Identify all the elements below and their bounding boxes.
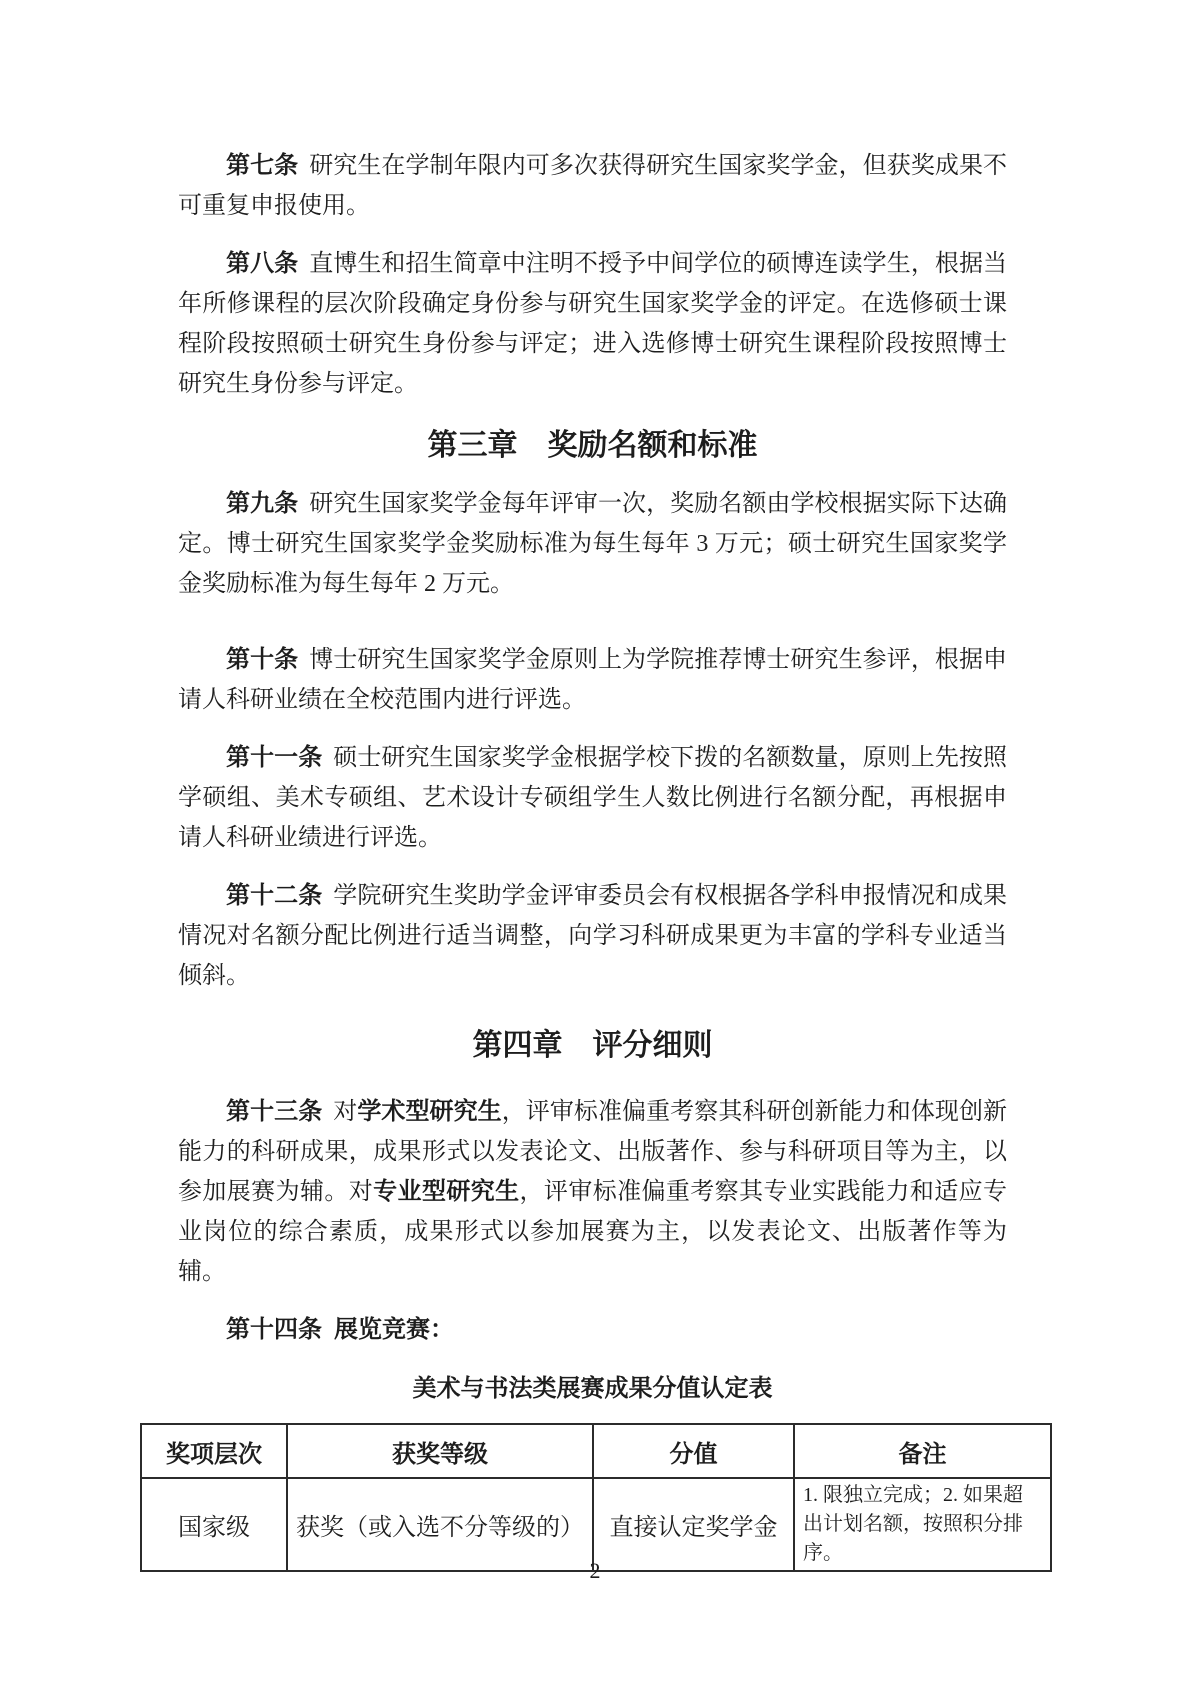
article-13-bold-academic: 学术型研究生 [357, 1099, 502, 1125]
article-11-text: 硕士研究生国家奖学金根据学校下拨的名额数量，原则上先按照学硕组、美术专硕组、艺术设计专硕组学生人数比例进行名额分配，再根据申请人科研业绩进行评选。 [178, 745, 1008, 851]
article-11-number: 第十一条 [226, 745, 323, 771]
article-8-text: 直博生和招生简章中注明不授予中间学位的硕博连读学生，根据当年所修课程的层次阶段确定身份参与研究生国家奖学金的评定。在选修硕士课程阶段按照硕士研究生身份参与评定；进入选修博士研究生课程阶段按照博士研究生身份参与评定。 [178, 251, 1008, 397]
article-10-number: 第十条 [226, 647, 299, 673]
article-7-number: 第七条 [226, 153, 299, 179]
article-9-number: 第九条 [226, 491, 299, 517]
article-12-text: 学院研究生奖助学金评审委员会有权根据各学科申报情况和成果情况对名额分配比例进行适当调整，向学习科研成果更为丰富的学科专业适当倾斜。 [178, 883, 1008, 989]
article-13-number: 第十三条 [226, 1099, 323, 1125]
score-table-title: 美术与书法类展赛成果分值认定表 [412, 1376, 773, 1402]
page-number: 2 [589, 1558, 601, 1583]
article-14 [178, 1310, 1007, 1350]
article-10-text: 博士研究生国家奖学金原则上为学院推荐博士研究生参评，根据申请人科研业绩在全校范围内进行评选。 [178, 647, 1008, 713]
cell-score-value: 直接认定奖学金 [593, 1478, 794, 1571]
chapter-4-heading: 第四章 评分细则 [472, 1029, 713, 1062]
article-7-text: 研究生在学制年限内可多次获得研究生国家奖学金，但获奖成果不可重复申报使用。 [178, 153, 1008, 219]
article-9 [178, 484, 1007, 604]
article-13 [178, 1092, 1007, 1292]
cell-remarks: 1. 限独立完成；2. 如果超出计划名额，按照积分排序。 [794, 1478, 1051, 1571]
article-13-text-3: ，评审标准偏重考察其专业实践能力和适应专业岗位的综合素质，成果形式以参加展赛为主，以发表论文、出版著作等为辅。 [178, 1179, 1008, 1285]
article-13-text-2: ，评审标准偏重考察其科研创新能力和体现创新能力的科研成果，成果形式以发表论文、出版著作、参与科研项目等为主，以参加展赛为辅。对 [178, 1099, 1008, 1205]
article-10 [178, 640, 1007, 720]
cell-award-grade: 获奖（或入选不分等级的） [287, 1478, 593, 1571]
article-7 [178, 146, 1007, 226]
header-score-value: 分值 [593, 1424, 794, 1478]
header-remarks: 备注 [794, 1424, 1051, 1478]
header-award-grade: 获奖等级 [287, 1424, 593, 1478]
article-13-bold-professional: 专业型研究生 [373, 1179, 520, 1205]
score-table-header-row [141, 1424, 1051, 1478]
article-8-number: 第八条 [226, 251, 299, 277]
header-award-level: 奖项层次 [141, 1424, 287, 1478]
article-13-text-1: 对 [333, 1099, 358, 1125]
article-12 [178, 876, 1007, 996]
article-12-number: 第十二条 [226, 883, 323, 909]
chapter-3-heading: 第三章 奖励名额和标准 [427, 429, 758, 462]
article-9-text: 研究生国家奖学金每年评审一次，奖励名额由学校根据实际下达确定。博士研究生国家奖学金奖励标准为每生每年 3 万元；硕士研究生国家奖学金奖励标准为每生每年 2 万元。 [178, 491, 1008, 597]
article-14-number: 第十四条 [226, 1317, 322, 1343]
article-14-text: 展览竞赛： [334, 1317, 454, 1343]
cell-award-level: 国家级 [141, 1478, 287, 1571]
article-11 [178, 738, 1007, 858]
score-table [140, 1423, 1052, 1572]
article-8 [178, 244, 1007, 404]
